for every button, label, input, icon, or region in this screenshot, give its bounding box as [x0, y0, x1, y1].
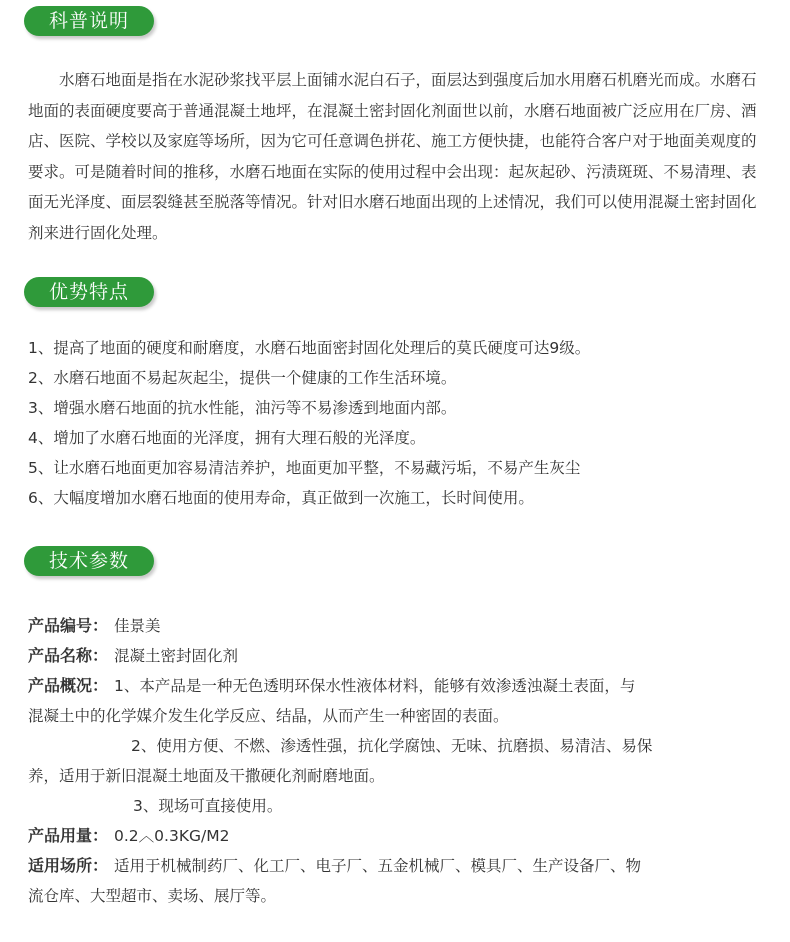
advantages-section-title: 优势特点 [24, 277, 154, 307]
intro-section-title: 科普说明 [24, 6, 154, 36]
applicable-places-line-2: 流仓库、大型超市、卖场、展厅等。 [28, 887, 277, 905]
intro-paragraph: 水磨石地面是指在水泥砂浆找平层上面铺水泥白石子，面层达到强度后加水用磨石机磨光而成。水磨石地面的表面硬度要高于普通混凝土地坪，在混凝土密封固化剂面世以前，水磨石地面被广泛应用在厂房、酒店、医院、学校以及家庭等场所，因为它可任意调色拼花、施工方便快捷，也能符合客户对于地面美观度的要求。可是随着时间的推移，水磨石地面在实际的使用过程中会出现：起灰起砂、污渍斑斑、不易清理、表面无光泽度、面层裂缝甚至脱落等情况。针对旧水磨石地面出现的上述情况，我们可以使用混凝土密封固化剂来进行固化处理。 [28, 71, 757, 242]
applicable-places-label: 适用场所： [28, 856, 109, 875]
product-code-value: 佳景美 [114, 617, 161, 635]
advantage-item-2: 2、水磨石地面不易起灰起尘，提供一个健康的工作生活环境。 [28, 369, 457, 387]
advantage-item-1: 1、提高了地面的硬度和耐磨度，水磨石地面密封固化处理后的莫氏硬度可达9级。 [28, 339, 591, 357]
product-usage-row [28, 821, 229, 852]
product-overview-label: 产品概况： [28, 676, 109, 695]
product-name-label: 产品名称： [28, 646, 109, 665]
overview-item-1-line-2: 混凝土中的化学媒介发生化学反应、结晶，从而产生一种密固的表面。 [28, 707, 509, 725]
product-name-row [28, 641, 238, 672]
product-usage-label: 产品用量： [28, 826, 109, 845]
product-code-label: 产品编号： [28, 616, 109, 635]
tech-section-title: 技术参数 [24, 546, 154, 576]
advantage-item-5: 5、让水磨石地面更加容易清洁养护，地面更加平整，不易藏污垢，不易产生灰尘 [28, 459, 581, 477]
product-name-value: 混凝土密封固化剂 [114, 647, 239, 665]
advantage-item-3: 3、增强水磨石地面的抗水性能，油污等不易渗透到地面内部。 [28, 399, 457, 417]
overview-item-2-line-1: 2、使用方便、不燃、渗透性强，抗化学腐蚀、无味、抗磨损、易清洁、易保 [131, 737, 653, 755]
product-code-row [28, 611, 161, 642]
product-usage-value: 0.2︿0.3KG/M2 [114, 827, 230, 845]
applicable-places-row-1 [28, 851, 641, 882]
advantage-item-4: 4、增加了水磨石地面的光泽度，拥有大理石般的光泽度。 [28, 429, 426, 447]
overview-item-2-line-2: 养，适用于新旧混凝土地面及干撒硬化剂耐磨地面。 [28, 767, 385, 785]
overview-item-3: 3、现场可直接使用。 [133, 797, 283, 815]
product-overview-row-1 [28, 671, 635, 702]
overview-item-1-line-1: 1、本产品是一种无色透明环保水性液体材料，能够有效渗透浊凝土表面，与 [114, 677, 636, 695]
applicable-places-line-1: 适用于机械制药厂、化工厂、电子厂、五金机械厂、模具厂、生产设备厂、物 [114, 857, 642, 875]
advantage-item-6: 6、大幅度增加水磨石地面的使用寿命，真正做到一次施工，长时间使用。 [28, 489, 534, 507]
